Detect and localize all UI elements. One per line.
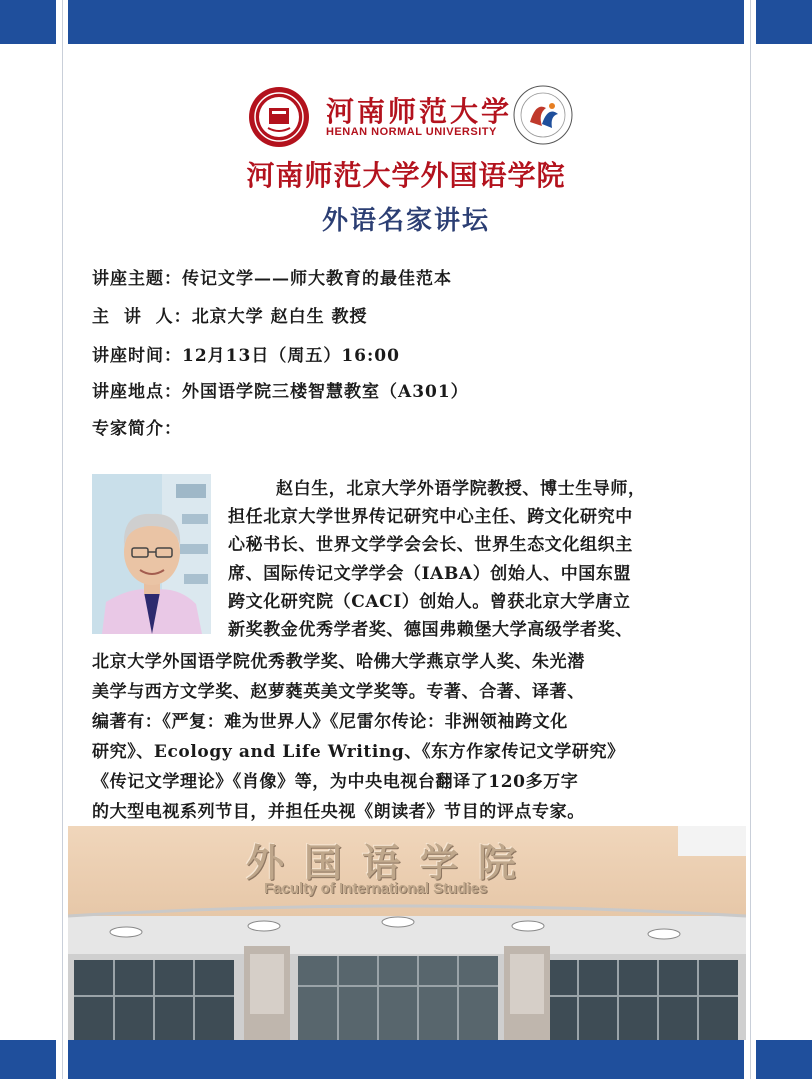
bio-line: 北京大学外国语学院优秀教学奖、哈佛大学燕京学人奖、朱光潜	[92, 652, 585, 672]
page-title: 河南师范大学外国语学院	[246, 159, 566, 192]
frame-bar-top-right	[756, 0, 812, 44]
bio-line: 席、国际传记文学学会（IABA）创始人、中国东盟	[228, 564, 632, 584]
university-seal-icon	[248, 86, 310, 148]
building-sign-en: Faculty of International Studies	[264, 880, 488, 897]
frame-bar-bottom	[68, 1040, 744, 1079]
frame-bar-top	[68, 0, 744, 44]
bio-line: 担任北京大学世界传记研究中心主任、跨文化研究中	[228, 507, 633, 527]
bio-line: 编著有：《严复：难为世界人》《尼雷尔传论：非洲领袖跨文化	[92, 712, 568, 732]
time-label: 讲座时间：	[92, 346, 182, 366]
university-name-cn: 河南师范大学	[326, 95, 513, 128]
logo-row	[244, 84, 584, 148]
building-sign-cn: 外国语学院	[246, 840, 537, 885]
bio-line: 心秘书长、世界文学学会会长、世界生态文化组织主	[228, 535, 633, 555]
speaker-photo	[92, 474, 211, 634]
place-label: 讲座地点：	[92, 382, 182, 402]
info-speaker	[92, 302, 368, 327]
info-topic	[92, 264, 452, 289]
university-name-en: HENAN NORMAL UNIVERSITY	[326, 126, 497, 138]
page-subtitle: 外语名家讲坛	[321, 206, 490, 236]
building-photo	[68, 826, 746, 1040]
bio-line: 美学与西方文学奖、赵萝蕤英美文学奖等。专著、合著、译著、	[92, 682, 585, 702]
info-time	[92, 341, 400, 366]
info-place	[92, 377, 469, 402]
bio-line: 《传记文学理论》《肖像》等，为中央电视台翻译了120多万字	[92, 772, 579, 792]
info-intro-label	[92, 414, 182, 439]
topic-label: 讲座主题：	[92, 269, 182, 289]
intro-label: 专家简介：	[92, 419, 182, 439]
bio-line: 赵白生，北京大学外语学院教授、博士生导师，	[276, 479, 646, 499]
frame-bar-bottom-left	[0, 1040, 56, 1079]
bio-line: 的大型电视系列节目，并担任央视《朗读者》节目的评点专家。	[92, 802, 585, 822]
speaker-value: 北京大学 赵白生 教授	[191, 307, 368, 327]
place-value: 外国语学院三楼智慧教室（A301）	[182, 382, 469, 402]
bio-line: 跨文化研究院（CACI）创始人。曾获北京大学唐立	[228, 592, 631, 612]
time-value: 12月13日（周五）16:00	[182, 346, 400, 366]
college-emblem-icon	[512, 84, 574, 146]
frame-bar-bottom-right	[756, 1040, 812, 1079]
topic-value: 传记文学——师大教育的最佳范本	[182, 269, 452, 289]
bio-line: 研究》、Ecology and Life Writing、《东方作家传记文学研究》	[92, 742, 625, 762]
bio-line: 新奖教金优秀学者奖、德国弗赖堡大学高级学者奖、	[228, 620, 633, 640]
frame-bar-top-left	[0, 0, 56, 44]
speaker-label: 主 讲 人：	[92, 307, 192, 327]
